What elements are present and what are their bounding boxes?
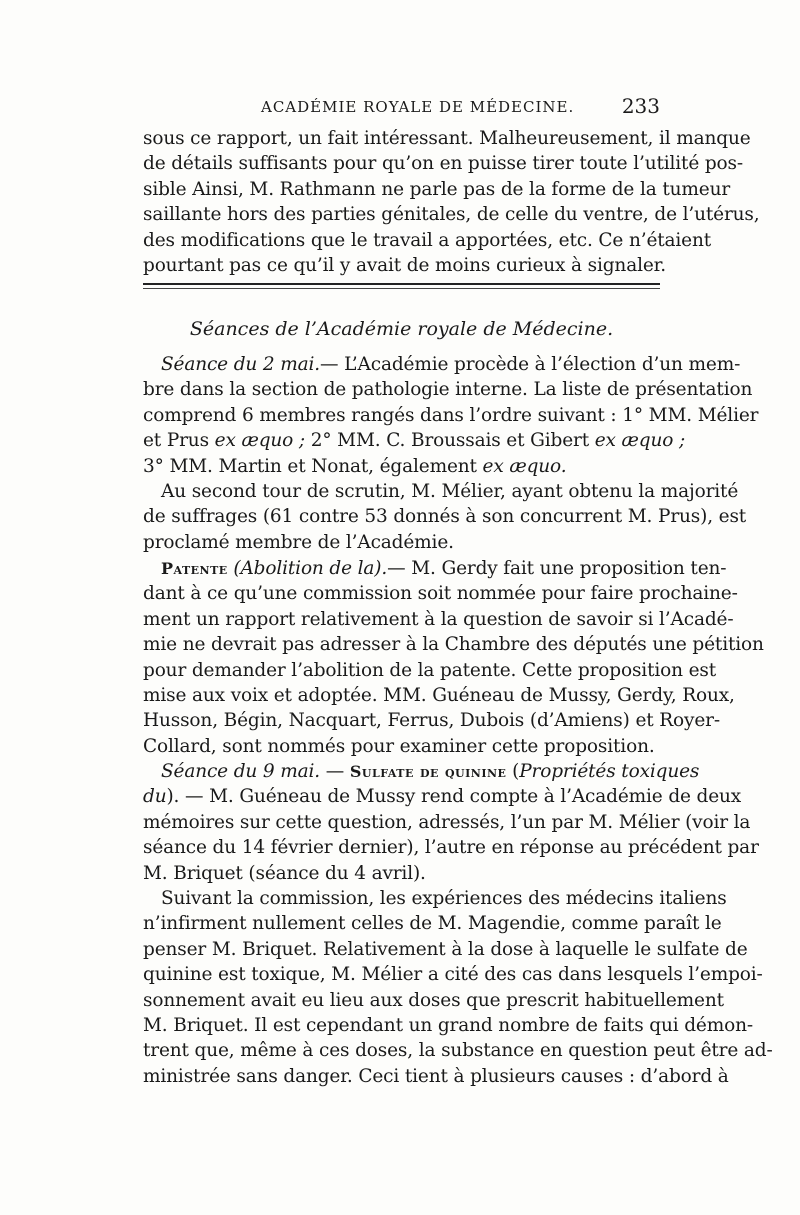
page-header	[143, 94, 660, 122]
text-line: penser M. Briquet. Relativement à la dose à laquelle le sulfate de	[143, 938, 748, 960]
text-line: bre dans la section de pathologie interne. La liste de présentation	[143, 379, 753, 401]
intro-paragraph	[143, 126, 760, 278]
text-line: séance du 14 février dernier), l’autre en réponse au précédent par	[143, 837, 759, 859]
text-line: dant à ce qu’une commission soit nommée pour faire prochaine-	[143, 583, 738, 605]
text-line: Au second tour de scrutin, M. Mélier, ayant obtenu la majorité	[161, 480, 739, 502]
text-line: sonnement avait eu lieu aux doses que prescrit habituellement	[143, 989, 724, 1011]
patente-paragraph	[143, 556, 764, 759]
patente-label: Patente	[161, 559, 228, 578]
seance-9-mai	[143, 759, 773, 1089]
text-line: de détails suffisants pour qu’on en puisse tirer toute l’utilité pos-	[143, 153, 743, 175]
text-line: Collard, sont nommés pour examiner cette proposition.	[143, 735, 655, 757]
seance-2-mai	[143, 352, 759, 555]
text-line: Séance du 2 mai.— L’Académie procède à l’élection d’un mem-	[161, 354, 741, 375]
text-line: de suffrages (61 contre 53 donnés à son concurrent M. Prus), est	[143, 506, 747, 528]
running-title: ACADÉMIE ROYALE DE MÉDECINE.	[261, 98, 575, 116]
text-line: du). — M. Guéneau de Mussy rend compte à l’Académie de deux	[143, 786, 742, 808]
sulfate-label: Sulfate de quinine	[349, 762, 507, 781]
text-line: des modifications que le travail a apportées, etc. Ce n’étaient	[143, 229, 712, 251]
text-line: Suivant la commission, les expériences des médecins italiens	[161, 887, 727, 909]
text-line: M. Briquet (séance du 4 avril).	[143, 862, 426, 884]
text-line: pour demander l’abolition de la patente. Cette proposition est	[143, 659, 717, 681]
divider-rule-thin	[143, 288, 660, 289]
text-line: Patente (Abolition de la).— M. Gerdy fait une proposition ten-	[161, 558, 727, 579]
text-line: mie ne devrait pas adresser à la Chambre des députés une pétition	[143, 634, 764, 656]
text-line: mémoires sur cette question, adressés, l’un par M. Mélier (voir la	[143, 811, 751, 833]
text-line: 3° MM. Martin et Nonat, également ex æquo.	[143, 455, 567, 477]
text-line: ministrée sans danger. Ceci tient à plusieurs causes : d’abord à	[143, 1065, 729, 1087]
seance-lead: Séance du 9 mai.	[161, 761, 321, 782]
text-line: mise aux voix et adoptée. MM. Guéneau de Mussy, Gerdy, Roux,	[143, 684, 735, 706]
text-line: ment un rapport relativement à la question de savoir si l’Acadé-	[143, 608, 734, 630]
text-line: Séance du 9 mai. — Sulfate de quinine (Propriétés toxiques	[161, 761, 700, 782]
text-line: saillante hors des parties génitales, de celle du ventre, de l’utérus,	[143, 204, 760, 226]
text-line: sible Ainsi, M. Rathmann ne parle pas de la forme de la tumeur	[143, 178, 731, 200]
section-title: Séances de l’Académie royale de Médecine.	[189, 318, 614, 340]
text-line: pourtant pas ce qu’il y avait de moins curieux à signaler.	[143, 254, 667, 276]
text-line: trent que, même à ces doses, la substance en question peut être ad-	[143, 1040, 773, 1062]
text-line: Husson, Bégin, Nacquart, Ferrus, Dubois (d’Amiens) et Royer-	[143, 710, 720, 732]
text-line: proclamé membre de l’Académie.	[143, 531, 454, 553]
text-line: et Prus ex æquo ; 2° MM. C. Broussais et Gibert ex æquo ;	[143, 430, 686, 452]
divider-rule-thick	[143, 283, 660, 285]
text-line: sous ce rapport, un fait intéressant. Malheureusement, il manque	[143, 128, 751, 149]
text-line: comprend 6 membres rangés dans l’ordre suivant : 1° MM. Mélier	[143, 404, 759, 426]
section-divider	[143, 283, 660, 291]
text-line: M. Briquet. Il est cependant un grand nombre de faits qui démon-	[143, 1014, 753, 1036]
text-line: quinine est toxique, M. Mélier a cité des cas dans lesquels l’empoi-	[143, 964, 763, 986]
seance-lead: Séance du 2 mai.	[161, 354, 321, 375]
text-line: n’infirment nullement celles de M. Magendie, comme paraît le	[143, 913, 722, 935]
page-number: 233	[621, 94, 660, 118]
